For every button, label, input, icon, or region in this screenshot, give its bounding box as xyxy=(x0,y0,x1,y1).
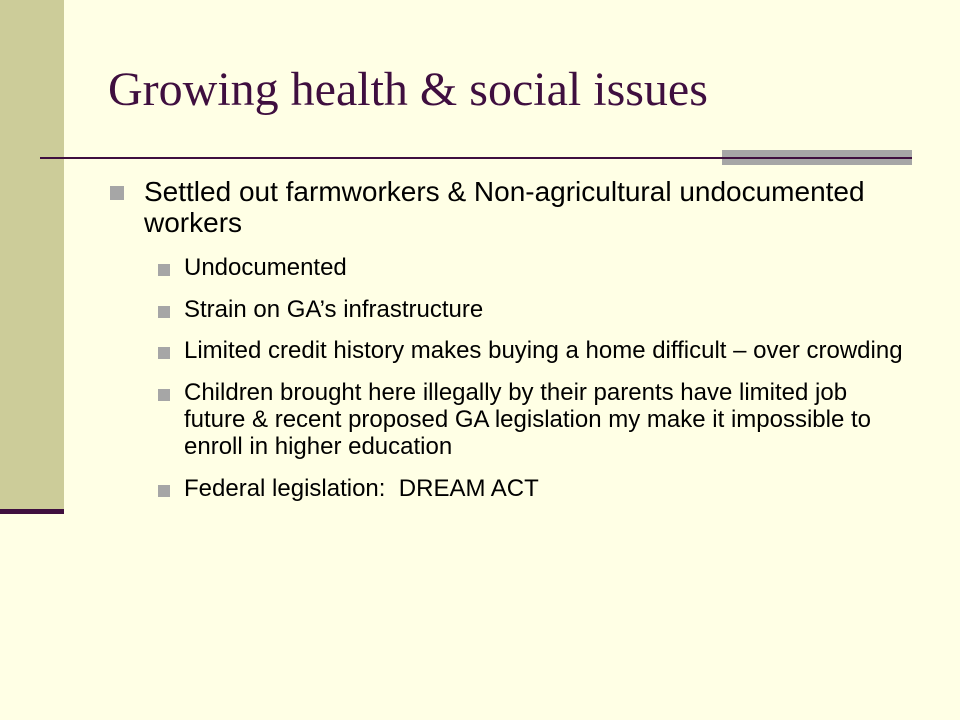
title-rule-accent-top xyxy=(722,150,912,157)
square-bullet-icon xyxy=(158,306,170,318)
sub-bullet-item xyxy=(106,476,906,503)
slide-title: Growing health & social issues xyxy=(108,63,708,116)
slide-body xyxy=(106,176,906,518)
square-bullet-icon xyxy=(158,389,170,401)
sub-bullet-text: Children brought here illegally by their parents have limited job future & recent proposed GA legislation my make it impossible to enroll in higher education xyxy=(184,379,871,461)
sub-bullet-item xyxy=(106,380,906,461)
sub-bullet-item xyxy=(106,338,906,365)
bullet-text: Settled out farmworkers & Non-agricultural undocumented workers xyxy=(144,176,865,239)
side-band xyxy=(0,0,64,512)
bullet-item xyxy=(106,176,906,239)
sub-bullet-item xyxy=(106,255,906,282)
sub-bullet-item xyxy=(106,297,906,324)
sub-bullet-text: Limited credit history makes buying a home difficult – over crowding xyxy=(184,337,903,365)
square-bullet-icon xyxy=(158,347,170,359)
title-rule-accent-bottom xyxy=(722,159,912,165)
square-bullet-icon xyxy=(158,264,170,276)
square-bullet-icon xyxy=(110,186,124,200)
side-band-accent-line xyxy=(0,509,64,514)
square-bullet-icon xyxy=(158,485,170,497)
sub-bullet-text: Undocumented xyxy=(184,253,347,281)
sub-bullet-text: Strain on GA’s infrastructure xyxy=(184,295,484,323)
sub-bullet-text: Federal legislation: DREAM ACT xyxy=(184,474,539,502)
